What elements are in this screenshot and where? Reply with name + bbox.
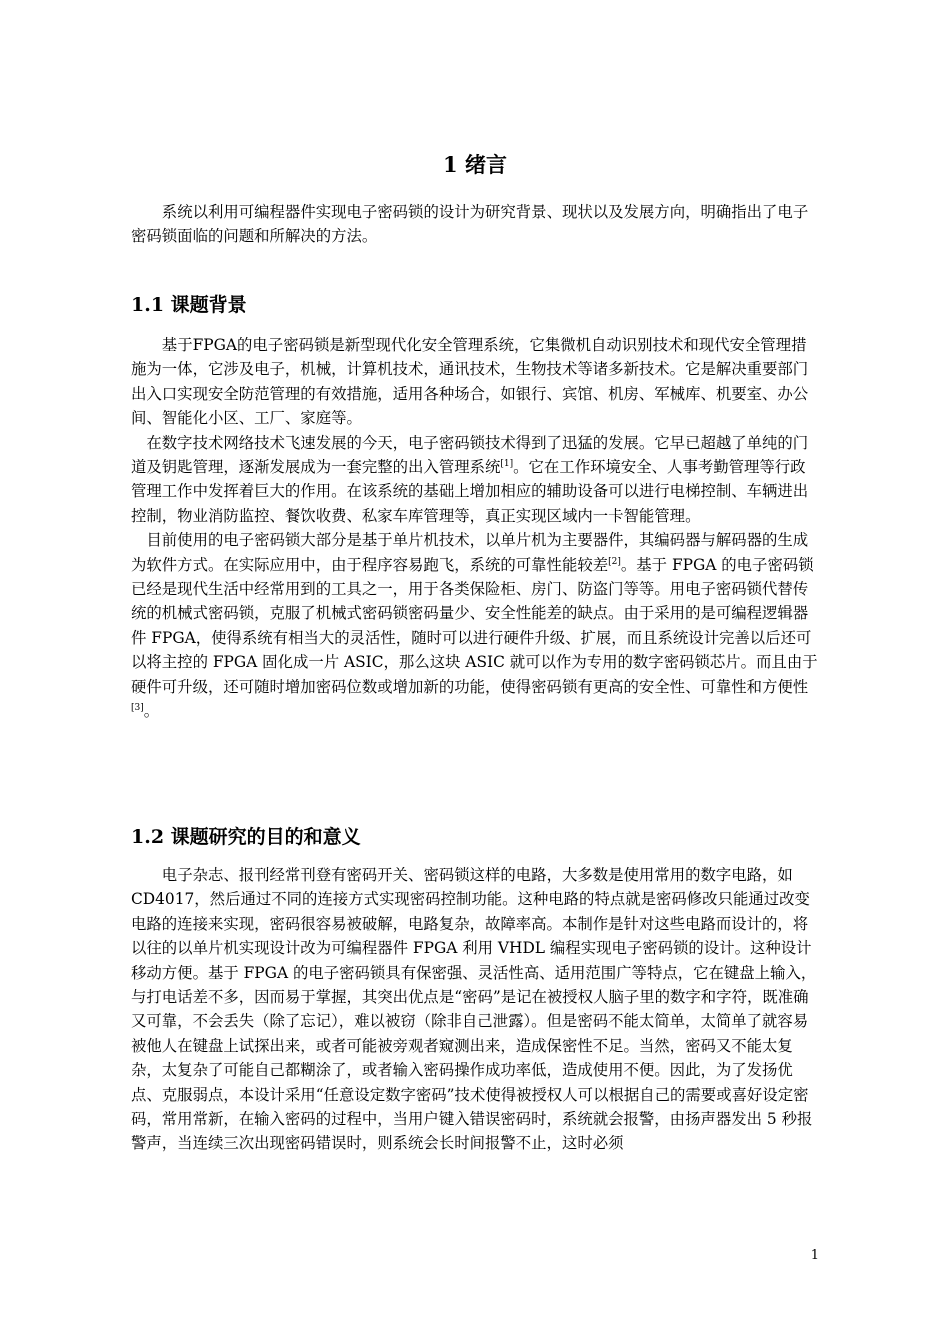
section-1-1-paragraph-3: [131, 528, 820, 723]
chapter-title: 1 绪言: [443, 152, 507, 177]
page-number: 1: [810, 1248, 819, 1263]
p2-text-a: 在数字技术网络技术飞速发展的今天，电子密码锁技术得到了迅猛的发展。它早已超越了单纯的门道及钥匙管理，逐渐发展成为一套完整的出入管理系统: [131, 433, 809, 477]
section-1-2-title: 1.2 课题研究的目的和意义: [131, 826, 361, 848]
section-1-1-body: [131, 333, 820, 724]
citation-2: [2]: [608, 556, 621, 567]
p3-text-c: 。: [143, 702, 160, 721]
intro-paragraph: [131, 200, 820, 249]
p3-text-b: 。基于 FPGA 的电子密码锁已经是现代生活中经常用到的工具之一，用于各类保险柜、房门、防盗门等等。用电子密码锁代替传统的机械式密码锁，克服了机械式密码锁密码量少、安全性能差的缺点。由于采用的是可编程逻辑器件 FPGA，使得系统有相当大的灵活性，随时可以进行硬件升级、扩展，而且系统设计完善以后还可以将主控的 FPGA 固化成一片 ASIC，那么这块 ASIC 就可以作为专用的数字密码锁芯片。而且由于硬件可升级，还可随时增加密码位数或增加新的功能，使得密码锁有更高的安全性、可靠性和方便性: [131, 555, 818, 696]
section-1-2-body: [131, 863, 820, 1156]
section-1-1-title: 1.1 课题背景: [131, 294, 247, 316]
p2-text-b: 。它在工作环境安全、人事考勤管理等行政管理工作中发挥着巨大的作用。在该系统的基础上增加相应的辅助设备可以进行电梯控制、车辆进出控制，物业消防监控、餐饮收费、私家车库管理等，真正实现区域内一卡智能管理。: [131, 458, 809, 525]
intro-text: 系统以利用可编程器件实现电子密码锁的设计为研究背景、现状以及发展方向，明确指出了电子密码锁面临的问题和所解决的方法。: [131, 203, 809, 246]
section-1-1-paragraph-2: [131, 431, 820, 529]
citation-3: [3]: [131, 702, 144, 713]
citation-1: [1]: [500, 458, 514, 469]
section-1-1-paragraph-1: 基于FPGA的电子密码锁是新型现代化安全管理系统，它集微机自动识别技术和现代安全管理措施为一体，它涉及电子，机械，计算机技术，通讯技术，生物技术等诸多新技术。它是解决重要部门出入口实现安全防范管理的有效措施，适用各种场合，如银行、宾馆、机房、军械库、机要室、办公间、智能化小区、工厂、家庭等。: [131, 336, 809, 428]
p3-text-a: 目前使用的电子密码锁大部分是基于单片机技术，以单片机为主要器件，其编码器与解码器的生成为软件方式。在实际应用中，由于程序容易跑飞，系统的可靠性能较差: [131, 531, 809, 574]
section-1-2-paragraph-1: 电子杂志、报刊经常刊登有密码开关、密码锁这样的电路，大多数是使用常用的数字电路，如 CD4017，然后通过不同的连接方式实现密码控制功能。这种电路的特点就是密码修改只能通过改变电路的连接来实现，密码很容易被破解，电路复杂，故障率高。本制作是针对这些电路而设计的，将以往的以单片机实现设计改为可编程器件 FPGA 利用 VHDL 编程实现电子密码锁的设计。这种设计移动方便。基于 FPGA 的电子密码锁具有保密强、灵活性高、适用范围广等特点，它在键盘上输入，与打电话差不多，因而易于掌握，其突出优点是“密码”是记在被授权人脑子里的数字和字符，既准确又可靠，不会丢失（除了忘记），难以被窃（除非自己泄露）。但是密码不能太简单，太简单了就容易被他人在键盘上试探出来，或者可能被旁观者窥测出来，造成保密性不足。当然，密码又不能太复杂，太复杂了可能自己都糊涂了，或者输入密码操作成功率低，造成使用不便。因此，为了发扬优点、克服弱点，本设计采用“任意设定数字密码”技术使得被授权人可以根据自己的需要或喜好设定密码，常用常新，在输入密码的过程中，当用户键入错误密码时，系统就会报警，由扬声器发出 5 秒报警声，当连续三次出现密码错误时，则系统会长时间报警不止，这时必须: [131, 866, 817, 1153]
